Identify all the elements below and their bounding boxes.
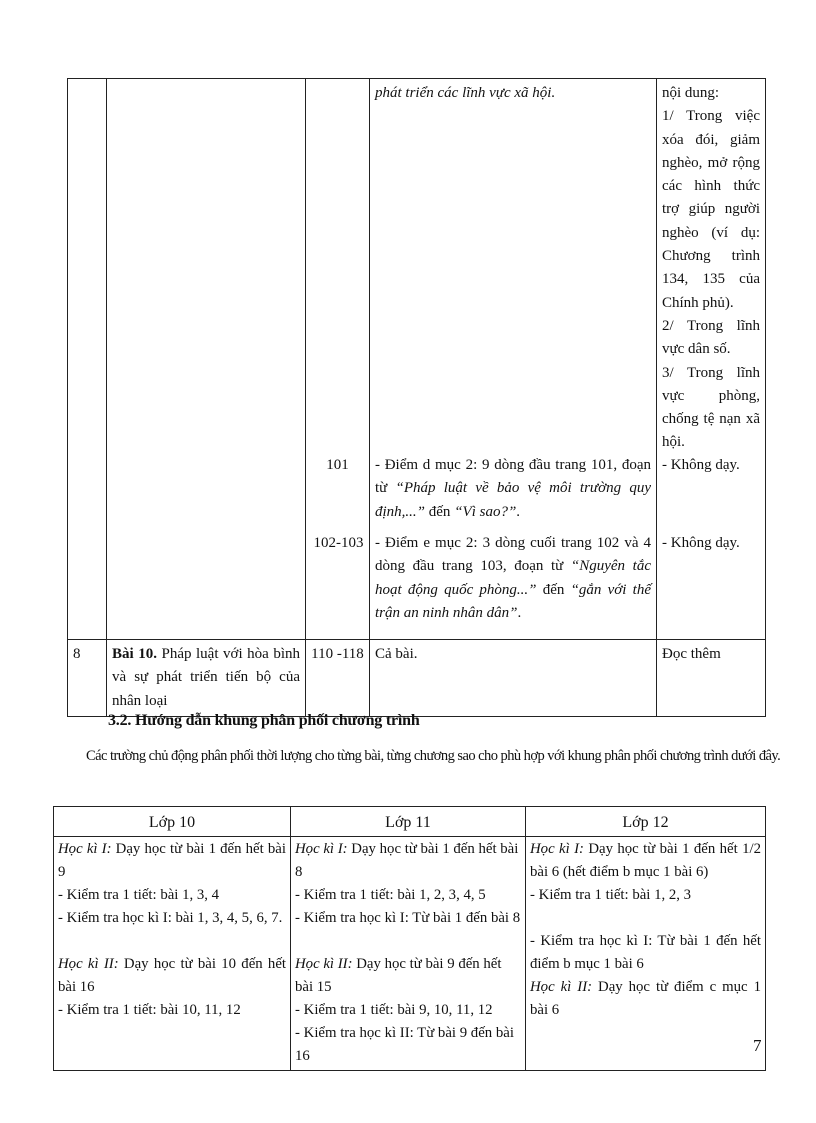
content-text-end: . — [551, 85, 556, 101]
exam-item: - Kiểm tra 1 tiết: bài 1, 2, 3, 4, 5 — [295, 887, 486, 903]
exam-item: - Kiểm tra 1 tiết: bài 1, 3, 4 — [58, 887, 220, 903]
distribution-table — [53, 806, 766, 1071]
note-line: nội dung: — [662, 85, 720, 101]
grade11-cell — [291, 837, 526, 1071]
entry-text-end: . — [517, 604, 522, 621]
note-entry: - Không dạy. — [662, 457, 740, 473]
exam-item: - Kiểm tra học kì I: Từ bài 1 đến bài 8 — [295, 910, 521, 926]
semester-text: Dạy học từ bài 1 đến hết bài 9 — [58, 841, 286, 880]
lesson-adjustment-table — [67, 78, 766, 717]
note-line: 1/ Trong việc xóa đói, giảm nghèo, mở rộng các hình thức trợ giúp người nghèo (ví dụ: Chương trình 134, 135 của Chính phủ). — [662, 108, 760, 311]
exam-item: - Kiểm tra 1 tiết: bài 1, 2, 3 — [530, 887, 692, 903]
entry-text-mid: đến — [425, 503, 455, 520]
entry-text: - Điểm e mục 2: 3 dòng cuối trang 102 và 4 dòng đầu trang 103, đoạn từ — [375, 535, 651, 575]
row-number-cell: 8 — [68, 640, 107, 717]
entry-quote-end: “Vì sao?” — [454, 503, 517, 520]
page-number: 7 — [753, 1036, 762, 1055]
entry-text-mid: đến — [536, 581, 571, 598]
exam-item: - Kiểm tra 1 tiết: bài 10, 11, 12 — [58, 1002, 241, 1018]
column-header-grade12: Lớp 12 — [526, 807, 766, 837]
note-line: 2/ Trong lĩnh vực dân số. — [662, 317, 760, 358]
exam-item: - Kiểm tra học kì II: Từ bài 9 đến bài 16 — [295, 1025, 514, 1064]
lesson-title: Pháp luật với hòa bình và sự phát triển tiến bộ của nhân loại — [112, 646, 300, 709]
semester-text: Dạy học từ bài 1 đến hết bài 8 — [295, 841, 519, 880]
lesson-title-bold: Bài 10. — [112, 646, 157, 662]
exam-item: - Kiểm tra 1 tiết: bài 9, 10, 11, 12 — [295, 1002, 493, 1018]
semester-label: Học kì I: — [58, 841, 112, 857]
entry-quote: “Nguyên tắc hoạt động quốc phòng...” — [375, 558, 651, 598]
note-cell — [657, 79, 766, 640]
entry-text: - Điểm d mục 2: 9 dòng đầu trang 101, đoạn từ — [375, 457, 651, 497]
content-text: phát triển các lĩnh vực xã hội — [375, 85, 552, 101]
column-header-grade11: Lớp 11 — [291, 807, 526, 837]
page-ref: 102-103 — [313, 535, 364, 551]
semester-label: Học kì I: — [295, 841, 348, 857]
semester-text: Dạy học từ bài 1 đến hết 1/2 bài 6 (hết điểm b mục 1 bài 6) — [530, 841, 761, 880]
semester-label: Học kì II: — [530, 979, 593, 995]
content-cell: Cả bài. — [370, 640, 657, 717]
grade10-cell — [54, 837, 291, 1071]
table-row — [68, 79, 766, 640]
table-row — [54, 837, 766, 1071]
entry-quote-end: “gắn với thế trận an ninh nhân dân” — [375, 581, 651, 621]
entry-text-end: . — [516, 503, 521, 520]
page-cell — [306, 79, 370, 640]
page-cell: 110 -118 — [306, 640, 370, 717]
page-ref: 101 — [326, 457, 349, 473]
exam-item: - Kiểm tra học kì I: Từ bài 1 đến hết điểm b mục 1 bài 6 — [530, 933, 761, 972]
content-cell — [370, 79, 657, 640]
note-line: 3/ Trong lĩnh vực phòng, chống tệ nạn xã hội. — [662, 364, 760, 451]
grade12-cell — [526, 837, 766, 1071]
semester-label: Học kì I: — [530, 841, 584, 857]
row-number-cell — [68, 79, 107, 640]
note-cell: Đọc thêm — [657, 640, 766, 717]
lesson-cell — [107, 640, 306, 717]
section-title: 3.2. Hướng dẫn khung phân phối chương trình — [108, 712, 420, 729]
entry-quote: “Pháp luật về bảo vệ môi trường quy định,...” — [375, 480, 651, 520]
table-header-row — [54, 807, 766, 837]
semester-label: Học kì II: — [295, 956, 353, 972]
column-header-grade10: Lớp 10 — [54, 807, 291, 837]
exam-item: - Kiểm tra học kì I: bài 1, 3, 4, 5, 6, 7. — [58, 910, 283, 926]
content-entry — [375, 532, 651, 625]
table-row — [68, 640, 766, 717]
semester-label: Học kì II: — [58, 956, 119, 972]
section-intro: Các trường chủ động phân phối thời lượng cho từng bài, từng chương sao cho phù hợp với khung phân phối chương trình dưới đây. — [86, 748, 781, 764]
lesson-cell — [107, 79, 306, 640]
note-entry: - Không dạy. — [662, 535, 740, 551]
content-entry — [375, 454, 651, 532]
semester-text: Dạy học từ bài 9 đến hết bài 15 — [295, 956, 502, 995]
semester-text: Dạy học từ bài 10 đến hết bài 16 — [58, 956, 286, 995]
semester-text: Dạy học từ điểm c mục 1 bài 6 — [530, 979, 761, 1018]
